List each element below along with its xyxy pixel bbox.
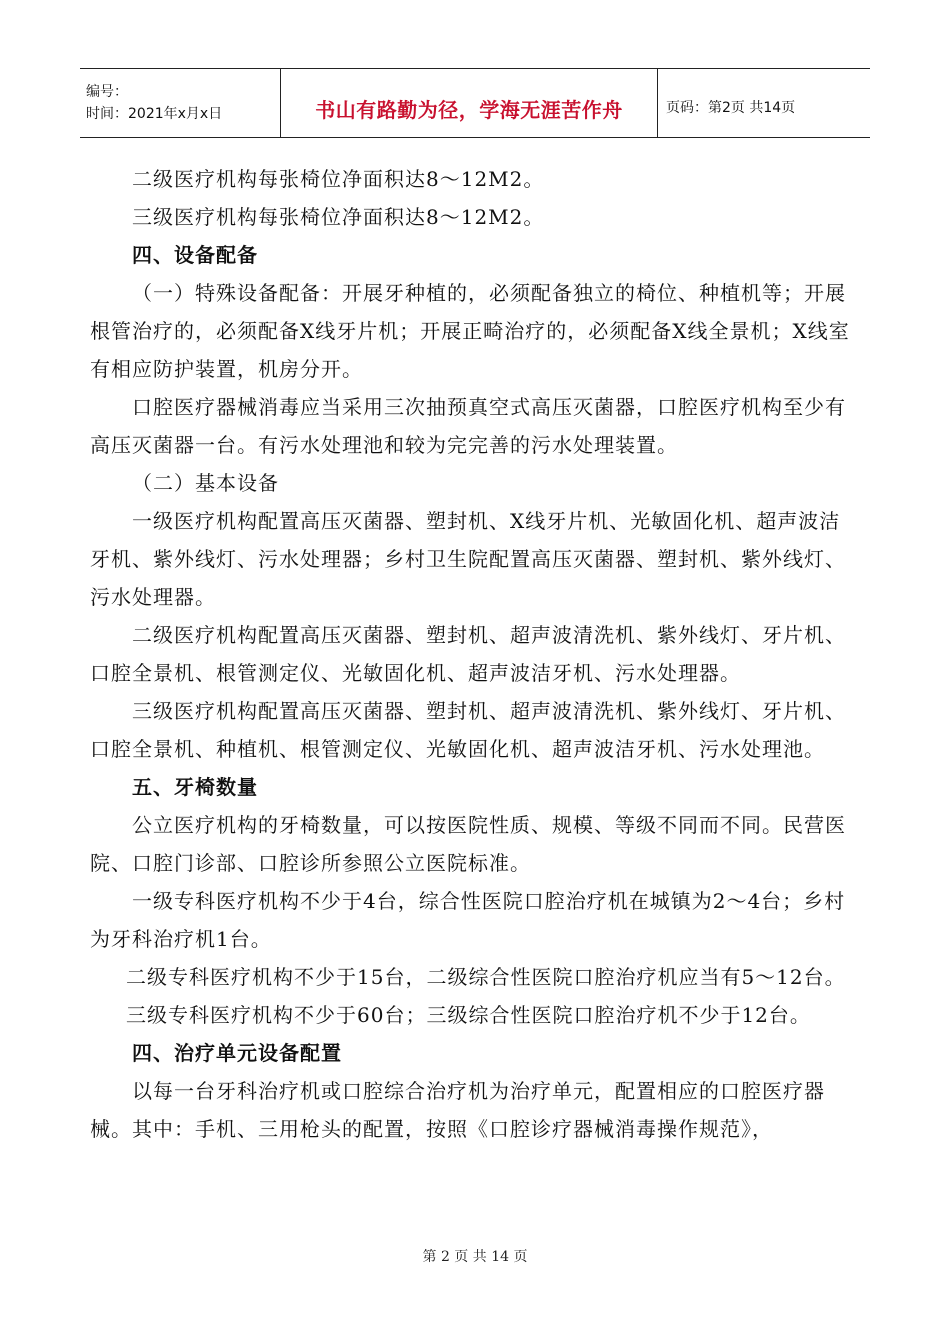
header-meta [80,69,280,137]
paragraph: 二级专科医疗机构不少于15台，二级综合性医院口腔治疗机应当有5～12台。 [126,965,846,989]
paragraph: 二级医疗机构每张椅位净面积达8～12M2。 [132,167,545,191]
page-header [80,68,870,138]
paragraph: 三级医疗机构每张椅位净面积达8～12M2。 [132,205,545,229]
subsection-heading: （二）基本设备 [132,471,279,495]
section-heading: 五、牙椅数量 [132,775,258,799]
section-heading: 四、设备配备 [132,243,258,267]
date-label: 时间：2021年x月x日 [86,106,223,122]
paragraph: 公立医疗机构的牙椅数量，可以按医院性质、规模、等级不同而不同。民营医院、口腔门诊部、口腔诊所参照公立医院标准。 [90,813,846,875]
number-label: 编号： [86,84,128,100]
page-label: 页码：第2页 共14页 [666,100,796,116]
header-page-cell [658,69,870,137]
paragraph: 二级医疗机构配置高压灭菌器、塑封机、超声波清洗机、紫外线灯、牙片机、口腔全景机、根管测定仪、光敏固化机、超声波洁牙机、污水处理器。 [90,623,846,685]
section-heading: 四、治疗单元设备配置 [132,1041,342,1065]
document-body [90,160,860,1148]
footer-page-number: 第 2 页 共 14 页 [422,1249,528,1265]
paragraph: 一级专科医疗机构不少于4台，综合性医院口腔治疗机在城镇为2～4台；乡村为牙科治疗机1台。 [90,889,846,951]
paragraph: 三级医疗机构配置高压灭菌器、塑封机、超声波清洗机、紫外线灯、牙片机、口腔全景机、种植机、根管测定仪、光敏固化机、超声波洁牙机、污水处理池。 [90,699,846,761]
paragraph: 以每一台牙科治疗机或口腔综合治疗机为治疗单元，配置相应的口腔医疗器械。其中：手机、三用枪头的配置，按照《口腔诊疗器械消毒操作规范》， [90,1079,825,1141]
paragraph: （一）特殊设备配备：开展牙种植的，必须配备独立的椅位、种植机等；开展根管治疗的，必须配备X线牙片机；开展正畸治疗的，必须配备X线全景机；X线室有相应防护装置，机房分开。 [90,281,850,381]
paragraph: 三级专科医疗机构不少于60台；三级综合性医院口腔治疗机不少于12台。 [126,1003,811,1027]
header-motto-cell [280,69,658,137]
page-footer [0,1246,950,1266]
paragraph: 一级医疗机构配置高压灭菌器、塑封机、X线牙片机、光敏固化机、超声波洁牙机、紫外线灯、污水处理器；乡村卫生院配置高压灭菌器、塑封机、紫外线灯、污水处理器。 [90,509,846,609]
motto-text: 书山有路勤为径，学海无涯苦作舟 [315,97,623,122]
paragraph: 口腔医疗器械消毒应当采用三次抽预真空式高压灭菌器，口腔医疗机构至少有高压灭菌器一台。有污水处理池和较为完完善的污水处理装置。 [90,395,846,457]
